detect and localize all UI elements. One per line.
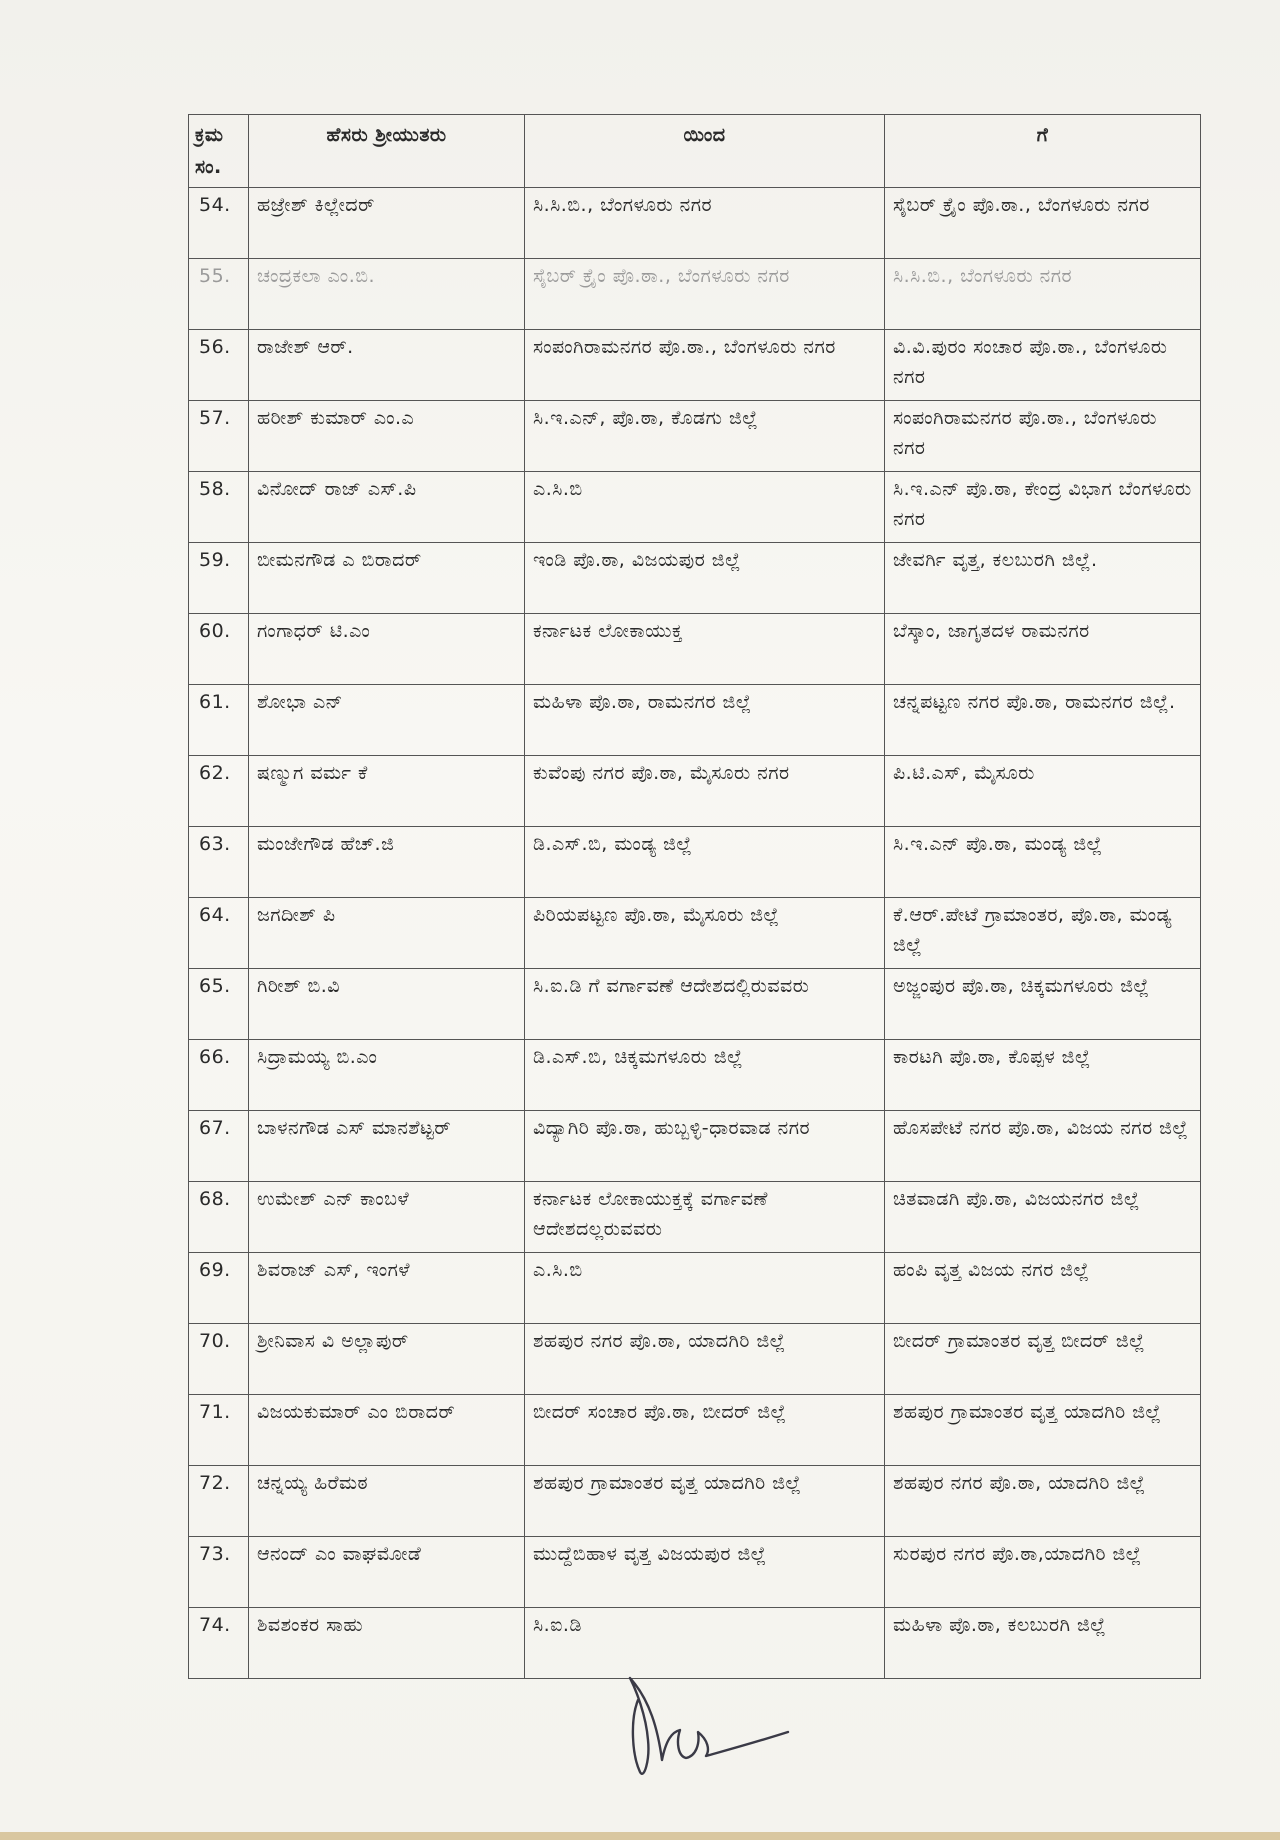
cell-serial-no: 56. [189,330,249,401]
cell-to: ಚನ್ನಪಟ್ಟಣ ನಗರ ಪೊ.ಠಾ, ರಾಮನಗರ ಜಿಲ್ಲೆ. [885,685,1201,756]
cell-to: ಹಂಪಿ ವೃತ್ತ ವಿಜಯ ನಗರ ಜಿಲ್ಲೆ [885,1253,1201,1324]
header-from: ಯಿಂದ [525,115,885,188]
cell-to: ಸಿ.ಸಿ.ಬಿ., ಬೆಂಗಳೂರು ನಗರ [885,259,1201,330]
table-row [189,756,1201,827]
cell-from: ಡಿ.ಎಸ್.ಬಿ, ಮಂಡ್ಯ ಜಿಲ್ಲೆ [525,827,885,898]
table-row [189,1040,1201,1111]
cell-serial-no: 68. [189,1182,249,1253]
cell-from: ಪಿರಿಯಪಟ್ಟಣ ಪೊ.ಠಾ, ಮೈಸೂರು ಜಿಲ್ಲೆ [525,898,885,969]
cell-to: ಪಿ.ಟಿ.ಎಸ್, ಮೈಸೂರು [885,756,1201,827]
cell-serial-no: 61. [189,685,249,756]
table-row [189,1537,1201,1608]
cell-to: ಬೆಸ್ಕಾಂ, ಜಾಗೃತದಳ ರಾಮನಗರ [885,614,1201,685]
table-row [189,685,1201,756]
cell-from: ಬೀದರ್ ಸಂಚಾರ ಪೊ.ಠಾ, ಬೀದರ್ ಜಿಲ್ಲೆ [525,1395,885,1466]
cell-to: ಚಿತವಾಡಗಿ ಪೊ.ಠಾ, ವಿಜಯನಗರ ಜಿಲ್ಲೆ [885,1182,1201,1253]
header-name: ಹೆಸರು ಶ್ರೀಯುತರು [249,115,525,188]
cell-to: ಸಿ.ಇ.ಎನ್ ಪೊ.ಠಾ, ಕೇಂದ್ರ ವಿಭಾಗ ಬೆಂಗಳೂರು ನಗರ [885,472,1201,543]
cell-name: ಶೋಭಾ ಎನ್ [249,685,525,756]
cell-to: ಹೊಸಪೇಟೆ ನಗರ ಪೊ.ಠಾ, ವಿಜಯ ನಗರ ಜಿಲ್ಲೆ [885,1111,1201,1182]
cell-serial-no: 67. [189,1111,249,1182]
cell-serial-no: 57. [189,401,249,472]
cell-from: ಸಿ.ಸಿ.ಬಿ., ಬೆಂಗಳೂರು ನಗರ [525,188,885,259]
cell-from: ಸೈಬರ್ ಕ್ರೈಂ ಪೊ.ಠಾ., ಬೆಂಗಳೂರು ನಗರ [525,259,885,330]
cell-from: ಸಿ.ಇ.ಎನ್, ಪೊ.ಠಾ, ಕೊಡಗು ಜಿಲ್ಲೆ [525,401,885,472]
cell-to: ಕೆ.ಆರ್.ಪೇಟೆ ಗ್ರಾಮಾಂತರ, ಪೊ.ಠಾ, ಮಂಡ್ಯ ಜಿಲ್ಲೆ [885,898,1201,969]
cell-serial-no: 66. [189,1040,249,1111]
cell-to: ಮಹಿಳಾ ಪೊ.ಠಾ, ಕಲಬುರಗಿ ಜಿಲ್ಲೆ [885,1608,1201,1679]
cell-name: ಉಮೇಶ್ ಎನ್ ಕಾಂಬಳೆ [249,1182,525,1253]
table-row [189,969,1201,1040]
cell-from: ಎ.ಸಿ.ಬಿ [525,1253,885,1324]
cell-serial-no: 72. [189,1466,249,1537]
cell-name: ಶಿವಶಂಕರ ಸಾಹು [249,1608,525,1679]
cell-serial-no: 59. [189,543,249,614]
cell-name: ಗಿರೀಶ್ ಬಿ.ವಿ [249,969,525,1040]
table-row [189,1253,1201,1324]
table-row [189,1111,1201,1182]
cell-serial-no: 54. [189,188,249,259]
cell-from: ಸಿ.ಐ.ಡಿ ಗೆ ವರ್ಗಾವಣೆ ಆದೇಶದಲ್ಲಿರುವವರು [525,969,885,1040]
cell-name: ಹರೀಶ್ ಕುಮಾರ್ ಎಂ.ಎ [249,401,525,472]
cell-serial-no: 55. [189,259,249,330]
header-to: ಗೆ [885,115,1201,188]
table-row [189,1324,1201,1395]
table-row [189,401,1201,472]
cell-name: ಹಜ್ರೇಶ್ ಕಿಲ್ಲೇದರ್ [249,188,525,259]
cell-serial-no: 60. [189,614,249,685]
cell-from: ವಿದ್ಯಾಗಿರಿ ಪೊ.ಠಾ, ಹುಬ್ಬಳ್ಳಿ-ಧಾರವಾಡ ನಗರ [525,1111,885,1182]
table-row [189,898,1201,969]
table-row [189,1182,1201,1253]
cell-name: ಸಿದ್ರಾಮಯ್ಯ ಬಿ.ಎಂ [249,1040,525,1111]
table-row [189,827,1201,898]
cell-name: ಬೀಮನಗೌಡ ಎ ಬಿರಾದರ್ [249,543,525,614]
table-body [189,188,1201,1679]
cell-name: ವಿಜಯಕುಮಾರ್ ಎಂ ಬಿರಾದರ್ [249,1395,525,1466]
table-row [189,259,1201,330]
table-row [189,614,1201,685]
cell-to: ಶಹಪುರ ಗ್ರಾಮಾಂತರ ವೃತ್ತ ಯಾದಗಿರಿ ಜಿಲ್ಲೆ [885,1395,1201,1466]
table-row [189,1466,1201,1537]
cell-serial-no: 64. [189,898,249,969]
cell-to: ಕಾರಟಗಿ ಪೊ.ಠಾ, ಕೊಪ್ಪಳ ಜಿಲ್ಲೆ [885,1040,1201,1111]
cell-name: ರಾಜೇಶ್ ಆರ್. [249,330,525,401]
cell-name: ಶಿವರಾಜ್ ಎಸ್, ಇಂಗಳೆ [249,1253,525,1324]
cell-from: ಮುದ್ದೆಬಿಹಾಳ ವೃತ್ತ ವಿಜಯಪುರ ಜಿಲ್ಲೆ [525,1537,885,1608]
page-bottom-edge [0,1832,1280,1840]
cell-from: ಸಂಪಂಗಿರಾಮನಗರ ಪೊ.ಠಾ., ಬೆಂಗಳೂರು ನಗರ [525,330,885,401]
cell-to: ಸಿ.ಇ.ಎನ್ ಪೊ.ಠಾ, ಮಂಡ್ಯ ಜಿಲ್ಲೆ [885,827,1201,898]
cell-from: ಇಂಡಿ ಪೊ.ಠಾ, ವಿಜಯಪುರ ಜಿಲ್ಲೆ [525,543,885,614]
cell-name: ಚಂದ್ರಕಲಾ ಎಂ.ಬಿ. [249,259,525,330]
cell-serial-no: 58. [189,472,249,543]
cell-serial-no: 62. [189,756,249,827]
cell-from: ಕರ್ನಾಟಕ ಲೋಕಾಯುಕ್ತ [525,614,885,685]
cell-name: ಗಂಗಾಧರ್ ಟಿ.ಎಂ [249,614,525,685]
cell-serial-no: 69. [189,1253,249,1324]
transfer-table [188,114,1201,1679]
cell-name: ಚನ್ನಯ್ಯ ಹಿರೆಮಠ [249,1466,525,1537]
cell-from: ಡಿ.ಎಸ್.ಬಿ, ಚಿಕ್ಕಮಗಳೂರು ಜಿಲ್ಲೆ [525,1040,885,1111]
table-row [189,330,1201,401]
table-row [189,543,1201,614]
cell-to: ವಿ.ವಿ.ಪುರಂ ಸಂಚಾರ ಪೊ.ಠಾ., ಬೆಂಗಳೂರು ನಗರ [885,330,1201,401]
signature [610,1660,800,1780]
cell-name: ಮಂಜೇಗೌಡ ಹೆಚ್.ಜಿ [249,827,525,898]
cell-from: ಸಿ.ಐ.ಡಿ [525,1608,885,1679]
cell-name: ಷಣ್ಮುಗ ವರ್ಮ ಕೆ [249,756,525,827]
cell-from: ಶಹಪುರ ನಗರ ಪೊ.ಠಾ, ಯಾದಗಿರಿ ಜಿಲ್ಲೆ [525,1324,885,1395]
table-row [189,472,1201,543]
table-row [189,1395,1201,1466]
header-serial-no: ಕ್ರಮ ಸಂ. [189,115,249,188]
table-row [189,188,1201,259]
cell-from: ಎ.ಸಿ.ಬಿ [525,472,885,543]
cell-name: ಬಾಳನಗೌಡ ಎಸ್ ಮಾನಶೆಟ್ಟರ್ [249,1111,525,1182]
cell-to: ಸುರಪುರ ನಗರ ಪೊ.ಠಾ,ಯಾದಗಿರಿ ಜಿಲ್ಲೆ [885,1537,1201,1608]
cell-to: ಜೇವರ್ಗಿ ವೃತ್ತ, ಕಲಬುರಗಿ ಜಿಲ್ಲೆ. [885,543,1201,614]
cell-name: ಆನಂದ್ ಎಂ ವಾಘಮೋಡೆ [249,1537,525,1608]
cell-to: ಅಜ್ಜಂಪುರ ಪೊ.ಠಾ, ಚಿಕ್ಕಮಗಳೂರು ಜಿಲ್ಲೆ [885,969,1201,1040]
cell-serial-no: 70. [189,1324,249,1395]
cell-to: ಸಂಪಂಗಿರಾಮನಗರ ಪೊ.ಠಾ., ಬೆಂಗಳೂರು ನಗರ [885,401,1201,472]
cell-serial-no: 63. [189,827,249,898]
cell-from: ಕರ್ನಾಟಕ ಲೋಕಾಯುಕ್ತಕ್ಕೆ ವರ್ಗಾವಣೆ ಆದೇಶದಲ್ಲರುವವರು [525,1182,885,1253]
cell-serial-no: 74. [189,1608,249,1679]
cell-from: ಮಹಿಳಾ ಪೊ.ಠಾ, ರಾಮನಗರ ಜಿಲ್ಲೆ [525,685,885,756]
cell-name: ಶ್ರೀನಿವಾಸ ವಿ ಅಲ್ಲಾಪುರ್ [249,1324,525,1395]
table-header [189,115,1201,188]
cell-to: ಬೀದರ್ ಗ್ರಾಮಾಂತರ ವೃತ್ತ ಬೀದರ್ ಜಿಲ್ಲೆ [885,1324,1201,1395]
cell-name: ಜಗದೀಶ್ ಪಿ [249,898,525,969]
cell-serial-no: 65. [189,969,249,1040]
cell-from: ಕುವೆಂಪು ನಗರ ಪೊ.ಠಾ, ಮೈಸೂರು ನಗರ [525,756,885,827]
cell-serial-no: 71. [189,1395,249,1466]
cell-serial-no: 73. [189,1537,249,1608]
cell-to: ಶಹಪುರ ನಗರ ಪೊ.ಠಾ, ಯಾದಗಿರಿ ಜಿಲ್ಲೆ [885,1466,1201,1537]
cell-name: ವಿನೋದ್ ರಾಜ್ ಎಸ್.ಪಿ [249,472,525,543]
cell-to: ಸೈಬರ್ ಕ್ರೈಂ ಪೊ.ಠಾ., ಬೆಂಗಳೂರು ನಗರ [885,188,1201,259]
cell-from: ಶಹಪುರ ಗ್ರಾಮಾಂತರ ವೃತ್ತ ಯಾದಗಿರಿ ಜಿಲ್ಲೆ [525,1466,885,1537]
